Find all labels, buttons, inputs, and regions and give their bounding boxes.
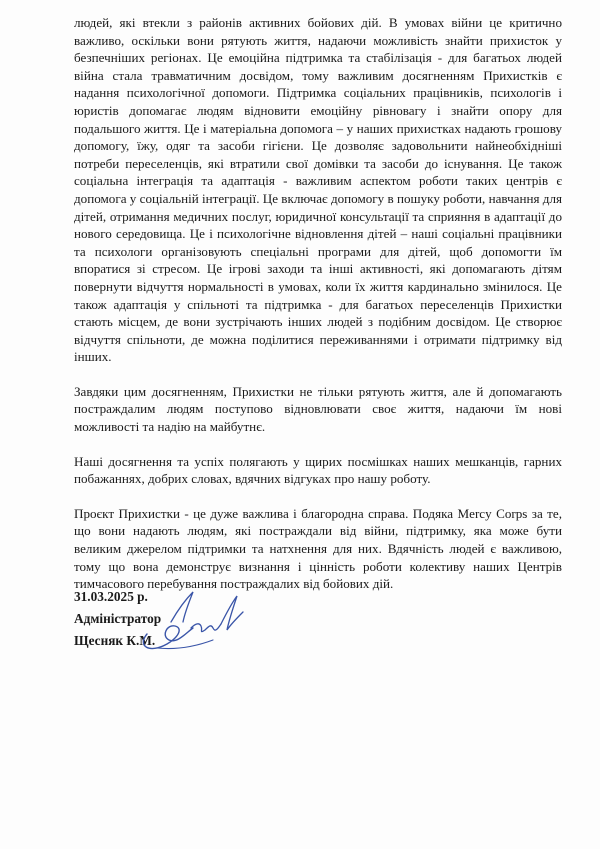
document-body [74,14,562,610]
paragraph-success: Наші досягнення та успіх полягають у щирих посмішках наших мешканців, гарних побажаннях, добрих словах, вдячних відгуках про нашу роботу. [74,453,562,487]
paragraph-achievements: Завдяки цим досягненням, Прихистки не тільки рятують життя, але й допомагають постраждалим людям поступово відновлювати своє життя, надаючи їм нові можливості та надію на майбутнє. [74,383,562,435]
paragraph-gratitude: Проєкт Прихистки - це дуже важлива і благородна справа. Подяка Mercy Corps за те, що вони надають людям, які постраждали від війни, підтримку, яка може бути великим джерелом підтримки та натхнення для них. Вдячність людей є важливою, тому що вона демонструє визнання і цінність роботи колективу наших Центрів тимчасового перебування постраждалих від бойових дій. [74,505,562,592]
signature-date: 31.03.2025 р. [74,589,148,604]
signature-name: Щесняк К.М. [74,633,156,648]
handwritten-signature-icon [127,588,257,660]
paragraph-services: людей, які втекли з районів активних бойових дій. В умовах війни це критично важливо, оскільки вони рятують життя, надаючи можливість знайти прихисток у безпечніших регіонах. Це емоційна підтримка та стабілізація - для багатьох людей війна стала травматичним досвідом, тому важливим досягненням Прихистків є надання психологічної допомоги. Підтримка соціальних працівників, психологів і юристів допомагає людям відновити емоційну рівновагу і знайти опору для подальшого життя. Це і матеріальна допомога – у наших прихистках надають грошову допомогу, їжу, одяг та засоби гігієни. Це дозволяє задовольнити найнеобхідніші потреби переселенців, які втратили свої домівки та засоби до існування. Це також соціальна інтеграція та адаптація - важливим аспектом роботи таких центрів є допомога у соціальній інтеграції. Це включає допомогу в пошуку роботи, навчання для дітей, отримання медичних послуг, юридичної консультації та сприяння в адаптації до нового середовища. Це і психологічне відновлення дітей – наші соціальні працівники та психологи організовують спеціальні програми для дітей, щоб допомогти їм впоратися зі стресом. Це ігрові заходи та інші активності, які допомагають дітям повернути відчуття нормальності в умовах, коли їх життя кардинально змінилося. Це також адаптація у спільноті та підтримка - для багатьох переселенців Прихистки стають місцем, де вони зустрічають інших людей з подібним досвідом. Це створює відчуття спільноти, де можна поділитися переживаннями і отримати підтримку від інших. [74,15,562,365]
signature-position: Адміністратор [74,611,162,626]
